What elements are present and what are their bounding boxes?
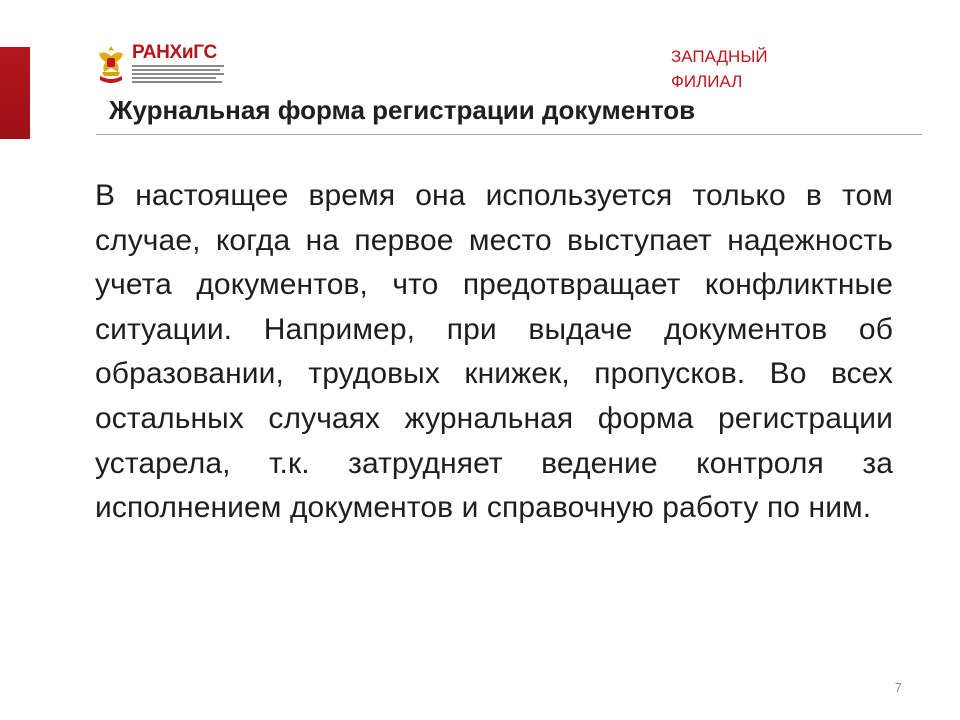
branch-label (671, 44, 768, 94)
title-divider (96, 134, 922, 135)
branch-line-1: ЗАПАДНЫЙ (671, 47, 768, 66)
page-number: 7 (894, 680, 902, 695)
body-paragraph: В настоящее время она используется только в том случае, когда на первое место выступает надежность учета документов, что предотвращает конфликтные ситуации. Например, при выдаче документов об образовании, трудовых книжек, пропусков. Во всех остальных случаях журнальная форма регистрации устарела, т.к. затрудняет ведение контроля за исполнением документов и справочную работу по ним. (95, 179, 893, 525)
slide-title: Журнальная форма регистрации документов (109, 95, 696, 125)
branch-line-2: ФИЛИАЛ (671, 72, 743, 91)
accent-bar (0, 47, 30, 139)
logo-fine-print (132, 65, 224, 85)
eagle-emblem-icon (96, 42, 126, 86)
logo-name: РАНХиГС (132, 42, 217, 63)
ranepa-logo (96, 40, 236, 90)
